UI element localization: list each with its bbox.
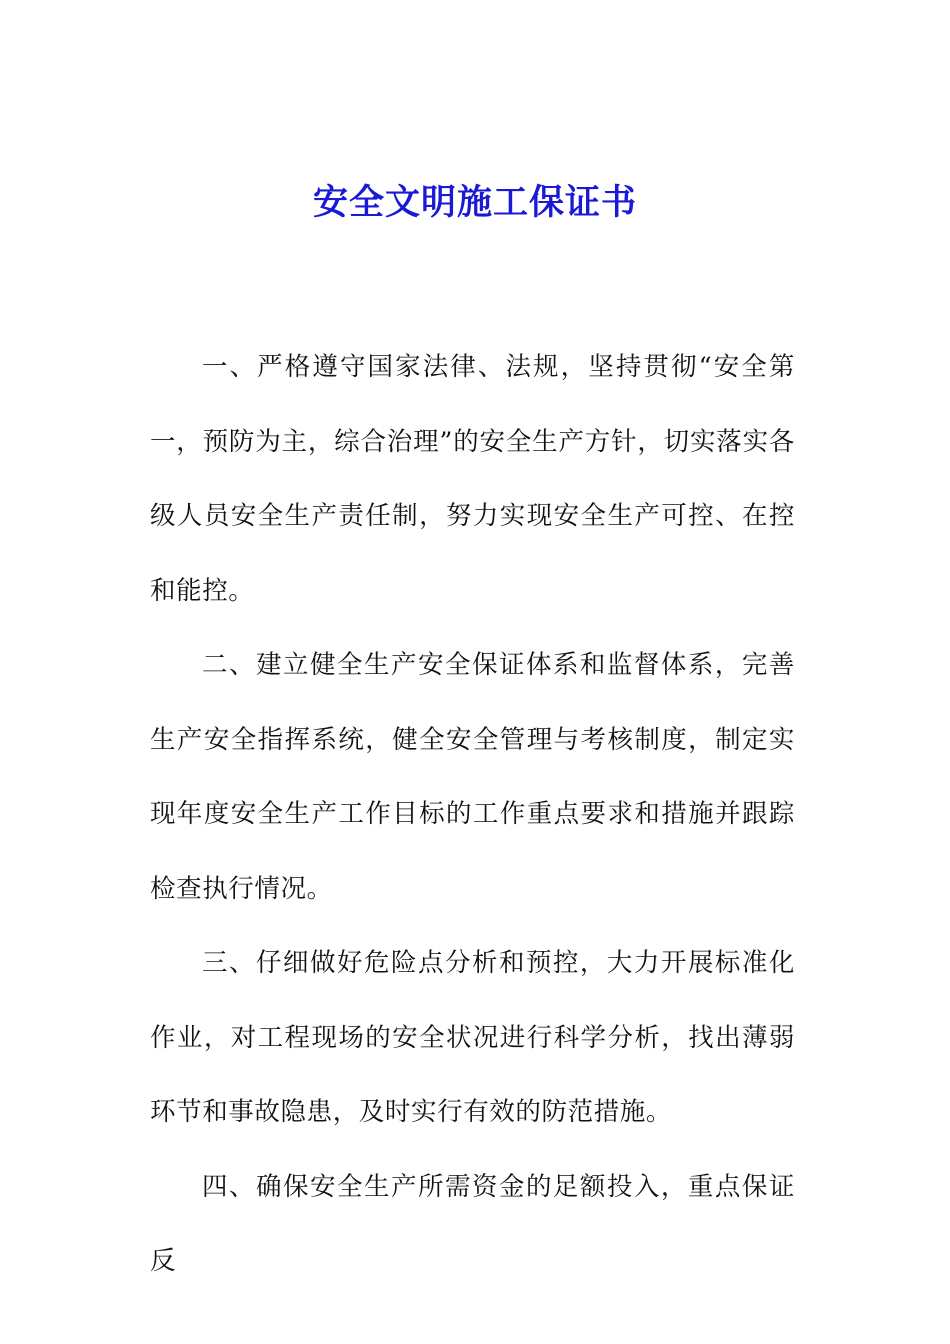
paragraph-4: 四、确保安全生产所需资金的足额投入，重点保证反	[150, 1171, 795, 1276]
document-body	[150, 330, 795, 1299]
paragraph-1: 一、严格遵守国家法律、法规，坚持贯彻“安全第一，预防为主，综合治理”的安全生产方针，切实落实各级人员安全生产责任制，努力实现安全生产可控、在控和能控。	[150, 352, 795, 606]
paragraph-3: 三、仔细做好危险点分析和预控，大力开展标准化作业，对工程现场的安全状况进行科学分析，找出薄弱环节和事故隐患，及时实行有效的防范措施。	[150, 948, 795, 1127]
document-title: 安全文明施工保证书	[312, 182, 637, 223]
paragraph-2: 二、建立健全生产安全保证体系和监督体系，完善生产安全指挥系统，健全安全管理与考核制度，制定实现年度安全生产工作目标的工作重点要求和措施并跟踪检查执行情况。	[150, 650, 795, 904]
